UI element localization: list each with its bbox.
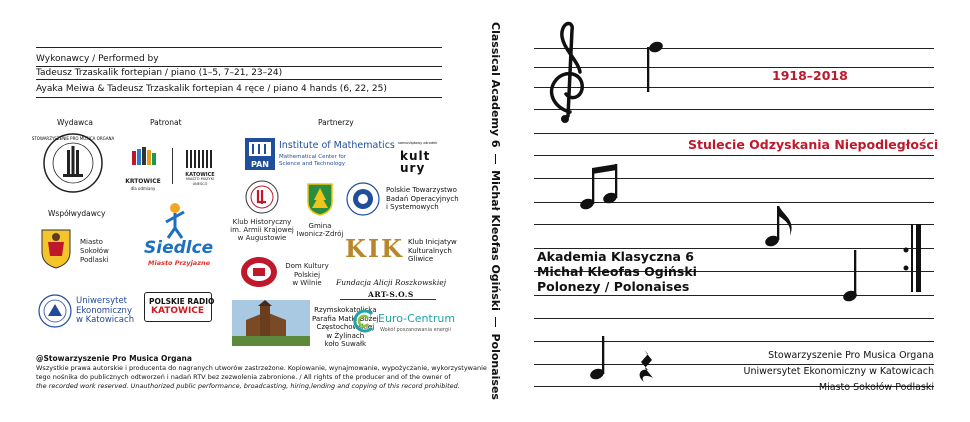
siedlce-subtitle: Miasto Przyjazne xyxy=(148,259,211,267)
eighth-note-icon xyxy=(764,206,792,248)
polskie-radio-city: KATOWICE xyxy=(151,306,205,316)
rights-text-2: tego nośnika do publicznych odtworzeń i nadań RTV bez zezwolenia zabronione. / All rights of the producer and of the owner of xyxy=(36,373,451,381)
ptbo-logo xyxy=(346,182,380,216)
album-line-1: Akademia Klasyczna 6 xyxy=(537,249,695,264)
dom-kultury-logo xyxy=(240,256,278,288)
miasto-sokolow-label: Miasto Sokołów Podlaski xyxy=(80,238,109,264)
euro-centrum-text: Euro-Centrum xyxy=(378,312,456,325)
klub-historyczny-logo xyxy=(245,180,279,214)
quarter-rest-icon xyxy=(640,350,653,382)
section-label-wspolwydawcy: Współwydawcy xyxy=(48,209,106,218)
ue-katowice-label: Uniwersytet Ekonomiczny w Katowicach xyxy=(76,296,135,325)
quarter-note-icon xyxy=(647,40,664,92)
ue-katowice-seal xyxy=(38,294,72,328)
music-notation xyxy=(534,20,934,390)
krtowice-text: KRTOWICE xyxy=(125,178,161,185)
quarter-note-icon xyxy=(589,336,606,381)
spine-dash xyxy=(496,317,497,328)
spine xyxy=(490,22,502,400)
parafia-label: Rzymskokatolicka Parafia Matki Bożej Częstochowskiej w Żylinach koło Suwałk xyxy=(312,306,379,348)
art-sos-text: ART-S.O.S xyxy=(368,290,414,299)
org-line-2: Uniwersytet Ekonomiczny w Katowicach xyxy=(743,366,934,377)
treble-clef-icon xyxy=(552,24,583,117)
spine-series: Classical Academy 6 xyxy=(489,22,503,148)
centenary-title: Stulecie Odzyskania Niepodległości xyxy=(688,137,939,152)
repeat-barline-icon xyxy=(904,224,922,292)
sokolow-podlaski-crest xyxy=(40,226,72,270)
parafia-church-photo xyxy=(232,300,310,346)
logo-divider xyxy=(172,148,173,184)
ptbo-label: Polskie Towarzystwo Badań Operacyjnych i Systemowych xyxy=(386,186,459,211)
spine-title: Polonaises xyxy=(489,333,503,400)
performers-heading: Wykonawcy / Performed by xyxy=(36,54,159,64)
fundacja-text: Fundacja Alicji Roszkowskiej xyxy=(336,278,447,287)
copyright-owner: @Stowarzyszenie Pro Musica Organa xyxy=(36,354,192,363)
staff-line xyxy=(36,97,442,98)
institute-of-mathematics-logo xyxy=(245,138,275,170)
clef-dot xyxy=(561,115,569,123)
album-line-3: Polonezy / Polonaises xyxy=(537,279,690,294)
institute-subtitle-1: Mathematical Center for xyxy=(279,154,347,160)
spine-composer: Michał Kleofas Ogiński xyxy=(489,170,503,311)
org-line-3: Miasto Sokołów Podlaski xyxy=(818,382,934,393)
section-label-partnerzy: Partnerzy xyxy=(318,118,354,127)
kultury-logo: kultury xyxy=(400,149,431,175)
quarter-note-icon xyxy=(842,250,859,303)
album-line-2: Michał Kleofas Ogiński xyxy=(537,264,697,279)
siedlce-figure xyxy=(160,202,190,242)
kultury-top-text: samorządowy ośrodek xyxy=(398,141,438,145)
krtowice-subtext: dla odmiany xyxy=(130,186,156,191)
siedlce-logo: Siedlce xyxy=(144,238,214,258)
spine-text xyxy=(490,22,502,400)
institute-title: Institute of Mathematics xyxy=(279,140,395,151)
section-label-patronat: Patronat xyxy=(150,118,182,127)
section-label-wydawca: Wydawca xyxy=(57,118,93,127)
gmina-iwonicz-zdroj-crest xyxy=(306,182,334,216)
katowice-unesco-logo xyxy=(184,146,216,170)
performer-line-1: Tadeusz Trzaskalik fortepian / piano (1–5, 7–21, 23–24) xyxy=(36,68,283,78)
katowice-subtext: MIASTO MUZYKI UNESCO xyxy=(185,177,215,186)
pro-musica-organa-logo xyxy=(31,132,115,194)
staff-line xyxy=(36,47,442,48)
kik-logo: KIK xyxy=(345,234,404,263)
katowice-text: KATOWICE xyxy=(185,172,215,178)
performer-line-2: Ayaka Meiwa & Tadeusz Trzaskalik fortepian 4 ręce / piano 4 hands (6, 22, 25) xyxy=(36,84,387,94)
pro-musica-organa-text: STOWARZYSZENIE PRO MUSICA ORGANA xyxy=(31,136,115,141)
klub-historyczny-label: Klub Historyczny im. Armii Krajowej w Augustowie xyxy=(230,218,294,242)
kik-label: Klub Inicjatyw Kulturalnych Gliwice xyxy=(408,238,457,263)
rights-text-3: the recorded work reserved. Unauthorized public performance, broadcasting, hiring,lending and copying of this record prohibited. xyxy=(36,382,460,390)
org-line-1: Stowarzyszenie Pro Musica Organa xyxy=(768,350,934,361)
euro-centrum-subtitle: Wokół poszanowania energii xyxy=(380,327,451,333)
institute-subtitle-2: Science and Technology xyxy=(279,161,345,167)
polskie-radio-text: POLSKIE RADIO xyxy=(149,297,215,306)
eighth-notes-icon xyxy=(579,164,619,211)
staff-line xyxy=(36,66,442,67)
pan-text: PAN xyxy=(250,160,270,169)
euro-centrum-logo xyxy=(350,308,376,334)
fundacja-underline xyxy=(340,299,436,300)
dom-kultury-label: Dom Kultury Polskiej w Wilnie xyxy=(285,262,329,287)
spine-dash xyxy=(496,154,497,165)
rights-text-1: Wszystkie prawa autorskie i producenta do nagranych utworów zastrzeżone. Kopiowanie, wynajmowanie, wypożyczanie, wykorzystywanie xyxy=(36,364,487,372)
years-title: 1918–2018 xyxy=(772,68,848,83)
staff-line xyxy=(36,79,442,80)
gmina-iwonicz-zdroj-label: Gmina Iwonicz-Zdrój xyxy=(296,222,344,238)
